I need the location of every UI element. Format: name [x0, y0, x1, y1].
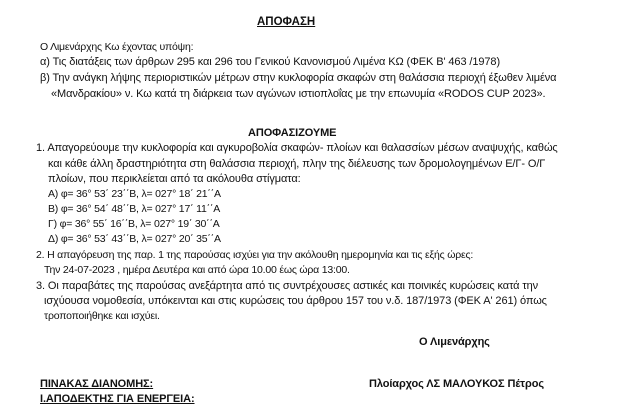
- clause-1-line3: πλοίων, που περικλείεται από τα ακόλουθα στίγματα:: [48, 173, 301, 185]
- clause-3-line2: ισχύουσα νομοθεσία, υπόκεινται και στις κυρώσεις του άρθρου 157 του ν.δ. 187/1973 (ΦΕΚ Α' 261) όπως: [44, 295, 547, 307]
- clause-2-line1: 2. Η απαγόρευση της παρ. 1 της παρούσας ισχύει για την ακόλουθη ημερομηνία και τις εξής ώρες:: [36, 249, 474, 261]
- clause-3-line3: τροποποιήθηκε και ισχύει.: [44, 310, 160, 322]
- signature-role: Ο Λιμενάρχης: [419, 336, 490, 348]
- coordinate-point: Δ) φ= 36° 53΄ 43΄΄Β, λ= 027° 20΄ 35΄΄Α: [48, 233, 221, 245]
- coordinate-point: Β) φ= 36° 54΄ 48΄΄Β, λ= 027° 17΄ 11΄΄Α: [48, 203, 220, 215]
- preamble-item-a: α) Τις διατάξεις των άρθρων 295 και 296 του Γενικού Κανονισμού Λιμένα ΚΩ (ΦΕΚ Β' 463 /1978): [40, 56, 501, 68]
- clause-2-line2: Την 24-07-2023 , ημέρα Δευτέρα και από ώρα 10.00 έως ώρα 13:00.: [44, 264, 350, 276]
- preamble-item-b-line2: «Μανδρακίου» ν. Κω κατά τη διάρκεια των αγώνων ιστιοπλοΐας με την επωνυμία «RODOS CUP 2023».: [51, 88, 546, 100]
- clause-1-line1: 1. Απαγορεύουμε την κυκλοφορία και αγκυροβολία σκαφών- πλοίων και θαλασσίων μέσων αναψυχής, καθώς: [36, 142, 558, 154]
- document-title: ΑΠΟΦΑΣΗ: [257, 16, 316, 28]
- coordinate-point: Α) φ= 36° 53΄ 23΄΄Β, λ= 027° 18΄ 21΄΄Α: [48, 188, 221, 200]
- recipients-heading: Ι.ΑΠΟΔΕΚΤΗΣ ΓΙΑ ΕΝΕΡΓΕΙΑ:: [40, 393, 195, 405]
- coordinate-point: Γ) φ= 36° 55΄ 16΄΄Β, λ= 027° 19΄ 30΄΄Α: [48, 218, 220, 230]
- preamble-intro: Ο Λιμενάρχης Κω έχοντας υπόψη:: [40, 41, 194, 53]
- clause-3-line1: 3. Οι παραβάτες της παρούσας ανεξάρτητα από τις συντρέχουσες αστικές και ποινικές κυρώσεις κατά την: [36, 280, 539, 292]
- decide-heading: ΑΠΟΦΑΣΙΖΟΥΜΕ: [248, 127, 337, 139]
- clause-1-line2: και κάθε άλλη δραστηριότητα στη θαλάσσια περιοχή, πλην της διέλευσης των δρομολογημένων Ε/Γ- Ο/Γ: [48, 158, 546, 170]
- distribution-heading: ΠΙΝΑΚΑΣ ΔΙΑΝΟΜΗΣ:: [40, 378, 154, 390]
- preamble-item-b-line1: β) Την ανάγκη λήψης περιοριστικών μέτρων στην κυκλοφορία σκαφών στη θαλάσσια περιοχή έξωθεν λιμένα: [40, 72, 557, 84]
- signature-name: Πλοίαρχος ΛΣ ΜΑΛΟΥΚΟΣ Πέτρος: [369, 378, 544, 390]
